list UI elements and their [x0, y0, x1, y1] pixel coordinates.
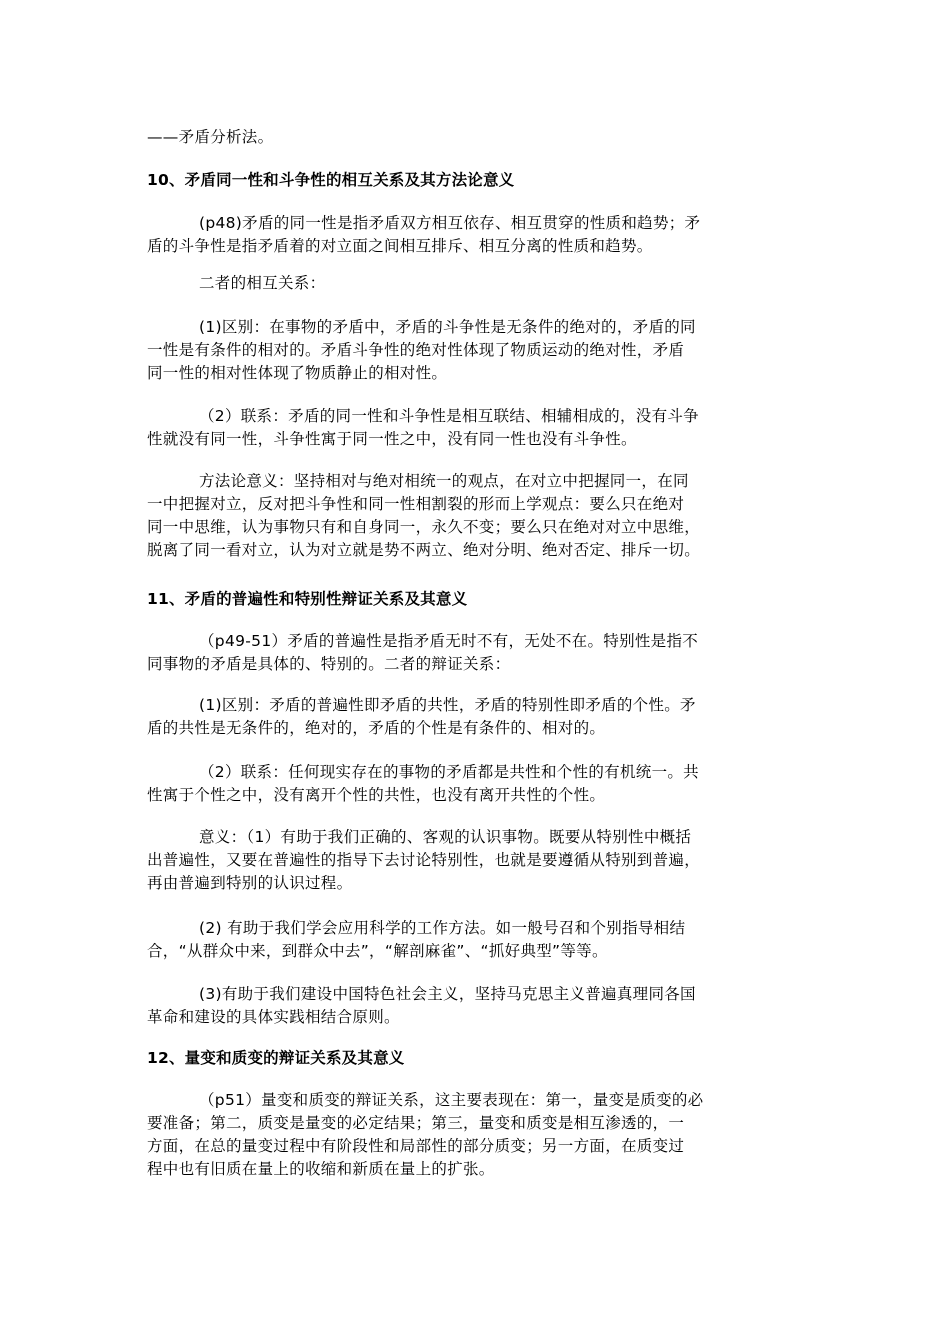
text-line: (3)有助于我们建设中国特色社会主义，坚持马克思主义普遍真理同各国 [199, 985, 696, 1003]
s12-relation-paragraph [147, 1089, 807, 1181]
s11-definition-paragraph [147, 630, 807, 676]
intro-line [147, 126, 807, 149]
text-line: (p48)矛盾的同一性是指矛盾双方相互依存、相互贯穿的性质和趋势；矛 [199, 214, 701, 232]
text-line: 意义：（1）有助于我们正确的、客观的认识事物。既要从特别性中概括 [199, 828, 692, 846]
text-line: 方法论意义：坚持相对与绝对相统一的观点，在对立中把握同一，在同 [199, 472, 689, 490]
text-line: 性就没有同一性，斗争性寓于同一性之中，没有同一性也没有斗争性。 [147, 430, 637, 448]
text-line: 盾的斗争性是指矛盾着的对立面之间相互排斥、相互分离的性质和趋势。 [147, 237, 653, 255]
s10-difference-paragraph [147, 316, 807, 385]
text-line: 出普遍性，又要在普遍性的指导下去讨论特别性，也就是要遵循从特别到普遍， [147, 851, 701, 869]
s10-relation-intro [147, 272, 807, 295]
text-line: 程中也有旧质在量上的收缩和新质在量上的扩张。 [147, 1160, 495, 1178]
text-line: (1)区别：在事物的矛盾中，矛盾的斗争性是无条件的绝对的，矛盾的同 [199, 318, 696, 336]
text-line: 盾的共性是无条件的，绝对的，矛盾的个性是有条件的、相对的。 [147, 719, 606, 737]
text-line: （2）联系：矛盾的同一性和斗争性是相互联结、相辅相成的，没有斗争 [199, 407, 699, 425]
s11-method-paragraph [147, 917, 807, 963]
text-line: 一性是有条件的相对的。矛盾斗争性的绝对性体现了物质运动的绝对性，矛盾 [147, 341, 685, 359]
text-line: （p49-51）矛盾的普遍性是指矛盾无时不有，无处不在。特别性是指不 [199, 632, 699, 650]
s11-connection-paragraph [147, 761, 807, 807]
s11-significance-paragraph [147, 826, 807, 895]
text-line: (1)区别：矛盾的普遍性即矛盾的共性，矛盾的特别性即矛盾的个性。矛 [199, 696, 696, 714]
text-line: (2) 有助于我们学会应用科学的工作方法。如一般号召和个别指导相结 [199, 919, 686, 937]
section-10-heading: 10、矛盾同一性和斗争性的相互关系及其方法论意义 [147, 171, 515, 189]
text-line: 再由普遍到特别的认识过程。 [147, 874, 353, 892]
text-line: ——矛盾分析法。 [147, 128, 274, 146]
s11-socialism-paragraph [147, 983, 807, 1029]
text-line: 二者的相互关系： [199, 274, 326, 292]
text-line: 一中把握对立，反对把斗争性和同一性相割裂的形而上学观点：要么只在绝对 [147, 495, 685, 513]
s10-connection-paragraph [147, 405, 807, 451]
text-line: （p51）量变和质变的辩证关系，这主要表现在：第一，量变是质变的必 [199, 1091, 704, 1109]
text-line: 同一性的相对性体现了物质静止的相对性。 [147, 364, 448, 382]
text-line: 性寓于个性之中，没有离开个性的共性，也没有离开共性的个性。 [147, 786, 606, 804]
section-12-heading: 12、量变和质变的辩证关系及其意义 [147, 1049, 405, 1067]
s10-definition-paragraph [147, 212, 807, 258]
text-line: （2）联系：任何现实存在的事物的矛盾都是共性和个性的有机统一。共 [199, 763, 699, 781]
s10-methodology-paragraph [147, 470, 807, 562]
section-11-heading: 11、矛盾的普遍性和特别性辩证关系及其意义 [147, 590, 468, 608]
text-line: 脱离了同一看对立，认为对立就是势不两立、绝对分明、绝对否定、排斥一切。 [147, 541, 701, 559]
s11-difference-paragraph [147, 694, 807, 740]
text-line: 革命和建设的具体实践相结合原则。 [147, 1008, 400, 1026]
text-line: 要准备；第二，质变是量变的必定结果；第三，量变和质变是相互渗透的，一 [147, 1114, 685, 1132]
text-line: 方面，在总的量变过程中有阶段性和局部性的部分质变；另一方面，在质变过 [147, 1137, 685, 1155]
text-line: 同一中思维，认为事物只有和自身同一，永久不变；要么只在绝对对立中思维， [147, 518, 701, 536]
text-line: 同事物的矛盾是具体的、特别的。二者的辩证关系： [147, 655, 511, 673]
text-line: 合，“从群众中来，到群众中去”，“解剖麻雀”、“抓好典型”等等。 [147, 942, 608, 960]
